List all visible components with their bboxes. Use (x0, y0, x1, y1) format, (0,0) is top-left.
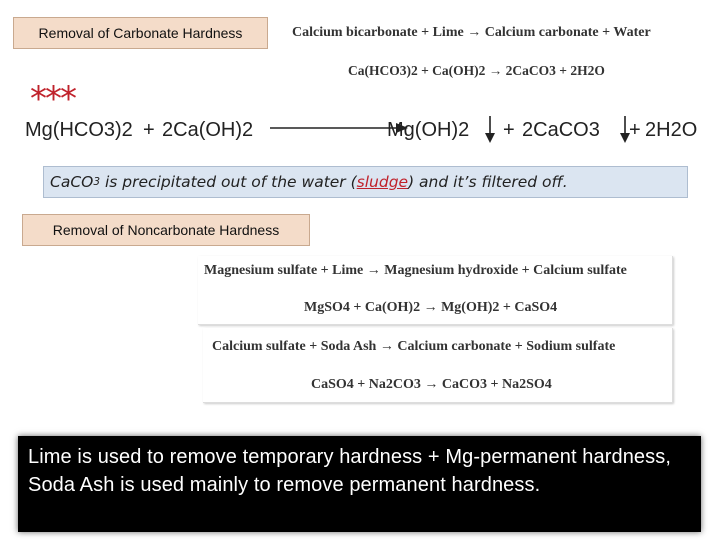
sludge-highlight: sludge (356, 173, 409, 191)
mg-plus-2: + (503, 119, 515, 141)
noncarb-word-equation-1: Magnesium sulfate + Lime → Magnesium hydroxide + Calcium sulfate (204, 263, 627, 278)
mg-plus-3: + (629, 119, 641, 141)
magnesium-sulfate-panel (198, 256, 673, 325)
mg-reactant-2: 2Ca(OH)2 (162, 119, 254, 141)
precipitate-down-arrow (483, 116, 497, 144)
note-middle: is precipitated out of the water ( (100, 173, 357, 191)
noncarb-formula-1: MgSO4 + Ca(OH)2 → Mg(OH)2 + CaSO4 (304, 300, 558, 315)
noncarbonate-hardness-header: Removal of Noncarbonate Hardness (22, 214, 310, 246)
noncarb-word-equation-2: Calcium sulfate + Soda Ash → Calcium carbonate + Sodium sulfate (212, 339, 616, 354)
word-lime: Lime (432, 25, 464, 40)
word-plus-2: + (602, 25, 611, 40)
mg-product-2: 2CaCO3 (522, 119, 600, 141)
word-calcium-bicarbonate: Calcium bicarbonate (292, 25, 418, 40)
calcium-sulfate-panel (203, 328, 673, 403)
note-after: ) and it’s filtered off. (408, 173, 568, 191)
word-arrow: → (467, 25, 482, 40)
carbonate-hardness-header: Removal of Carbonate Hardness (13, 17, 268, 49)
top-formula: Ca(HCO3)2 + Ca(OH)2 → 2CaCO3 + 2H2O (348, 63, 605, 78)
summary-box: Lime is used to remove temporary hardness + Mg-permanent hardness, Soda Ash is used mainly to remove permanent hardness. (18, 436, 701, 532)
note-sub: 3 (93, 176, 101, 188)
precipitation-note (43, 166, 688, 198)
noncarb-formula-2: CaSO4 + Na2CO3 → CaCO3 + Na2SO4 (311, 377, 552, 392)
word-plus: + (421, 25, 430, 40)
top-word-equation (292, 25, 651, 41)
mg-product-3: 2H2O (645, 119, 698, 141)
mg-plus-1: + (143, 119, 155, 141)
word-water: Water (613, 25, 651, 40)
mg-reactant-1: Mg(HCO3)2 (25, 119, 133, 141)
mg-product-1: Mg(OH)2 (387, 119, 470, 141)
note-before: CaCO (50, 173, 94, 191)
stars-mark: *** (30, 79, 75, 119)
word-calcium-carbonate: Calcium carbonate (484, 25, 599, 40)
